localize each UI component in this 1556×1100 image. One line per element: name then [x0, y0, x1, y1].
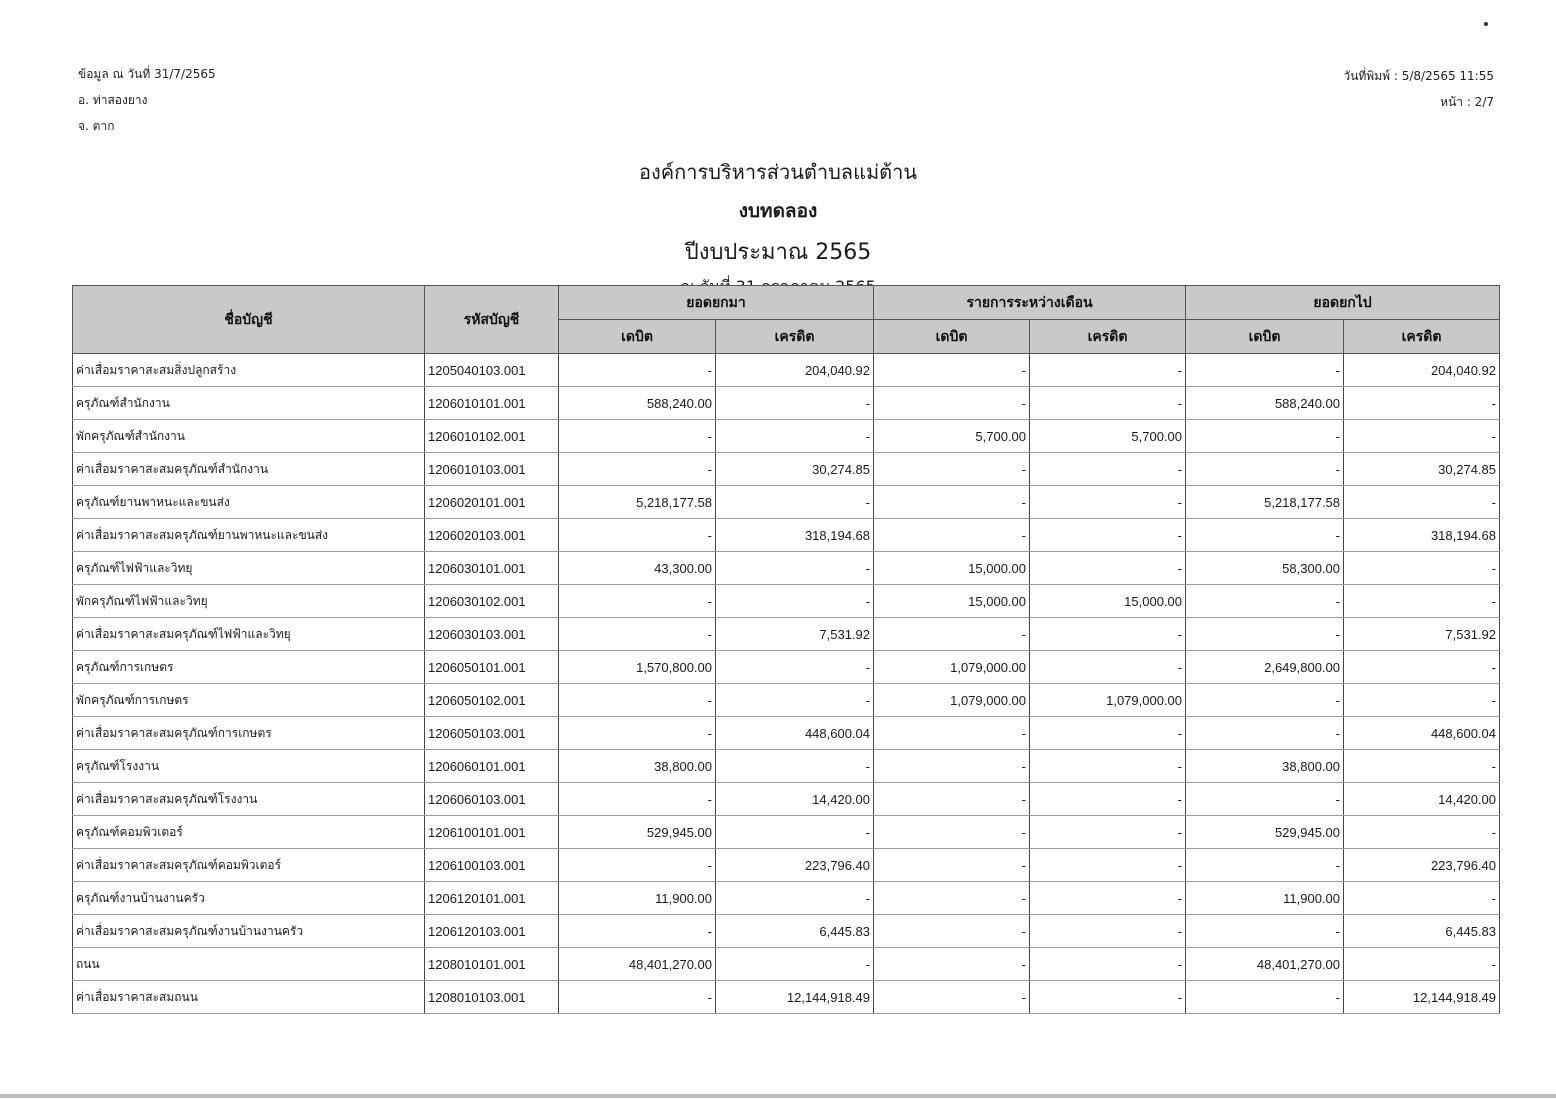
table-row — [73, 981, 1500, 1014]
scan-speck — [1484, 22, 1488, 26]
table-header-row — [73, 286, 1500, 320]
cell-account-name: ค่าเสื่อมราคาสะสมครุภัณฑ์การเกษตร — [73, 717, 425, 750]
cell-cf-credit: 204,040.92 — [1344, 354, 1500, 387]
cell-account-name: พักครุภัณฑ์การเกษตร — [73, 684, 425, 717]
cell-bf-credit: - — [716, 585, 874, 618]
cell-bf-credit: 12,144,918.49 — [716, 981, 874, 1014]
cell-cf-credit: 6,445.83 — [1344, 915, 1500, 948]
cell-account-name: ครุภัณฑ์คอมพิวเตอร์ — [73, 816, 425, 849]
table-body — [73, 354, 1500, 1014]
cell-bf-debit: 48,401,270.00 — [559, 948, 716, 981]
table-row — [73, 453, 1500, 486]
cell-account-name: ค่าเสื่อมราคาสะสมครุภัณฑ์คอมพิวเตอร์ — [73, 849, 425, 882]
cell-account-code: 1206030103.001 — [425, 618, 559, 651]
cell-month-credit: - — [1030, 816, 1186, 849]
cell-month-debit: - — [874, 816, 1030, 849]
cell-month-credit: - — [1030, 882, 1186, 915]
cell-month-debit: - — [874, 849, 1030, 882]
cell-bf-credit: - — [716, 552, 874, 585]
cell-cf-credit: - — [1344, 585, 1500, 618]
cell-cf-debit: - — [1186, 354, 1344, 387]
cell-account-name: ค่าเสื่อมราคาสะสมครุภัณฑ์งานบ้านงานครัว — [73, 915, 425, 948]
cell-account-name: ค่าเสื่อมราคาสะสมสิ่งปลูกสร้าง — [73, 354, 425, 387]
cell-account-code: 1208010101.001 — [425, 948, 559, 981]
cell-month-credit: - — [1030, 915, 1186, 948]
cell-month-debit: - — [874, 915, 1030, 948]
cell-bf-credit: 7,531.92 — [716, 618, 874, 651]
cell-bf-credit: - — [716, 816, 874, 849]
cell-month-debit: 1,079,000.00 — [874, 684, 1030, 717]
cell-month-debit: 1,079,000.00 — [874, 651, 1030, 684]
cell-account-name: ครุภัณฑ์สำนักงาน — [73, 387, 425, 420]
cell-cf-credit: - — [1344, 486, 1500, 519]
table-row — [73, 684, 1500, 717]
cell-cf-debit: 38,800.00 — [1186, 750, 1344, 783]
cell-cf-credit: - — [1344, 420, 1500, 453]
cell-bf-credit: 30,274.85 — [716, 453, 874, 486]
cell-month-credit: - — [1030, 618, 1186, 651]
cell-account-name: ครุภัณฑ์งานบ้านงานครัว — [73, 882, 425, 915]
table-row — [73, 387, 1500, 420]
cell-cf-debit: 2,649,800.00 — [1186, 651, 1344, 684]
report-titles — [0, 156, 1556, 300]
cell-bf-debit: - — [559, 453, 716, 486]
cell-month-credit: - — [1030, 849, 1186, 882]
cell-cf-credit: 448,600.04 — [1344, 717, 1500, 750]
cell-month-credit: 1,079,000.00 — [1030, 684, 1186, 717]
page-number: หน้า : 2/7 — [1440, 95, 1494, 109]
table-row — [73, 783, 1500, 816]
cell-account-code: 1206100103.001 — [425, 849, 559, 882]
cell-bf-debit: 5,218,177.58 — [559, 486, 716, 519]
cell-cf-debit: 529,945.00 — [1186, 816, 1344, 849]
cell-account-code: 1206030101.001 — [425, 552, 559, 585]
col-brought-forward: ยอดยกมา — [559, 286, 874, 320]
cell-month-credit: 15,000.00 — [1030, 585, 1186, 618]
cell-cf-credit: - — [1344, 684, 1500, 717]
cell-month-debit: - — [874, 387, 1030, 420]
col-bf-credit: เครดิต — [716, 320, 874, 354]
col-bf-debit: เดบิต — [559, 320, 716, 354]
cell-account-code: 1206010102.001 — [425, 420, 559, 453]
cell-bf-debit: - — [559, 684, 716, 717]
table-row — [73, 948, 1500, 981]
cell-bf-credit: 204,040.92 — [716, 354, 874, 387]
cell-month-debit: - — [874, 618, 1030, 651]
cell-cf-credit: 30,274.85 — [1344, 453, 1500, 486]
cell-bf-credit: - — [716, 651, 874, 684]
cell-bf-credit: - — [716, 420, 874, 453]
cell-bf-credit: 448,600.04 — [716, 717, 874, 750]
cell-cf-debit: - — [1186, 981, 1344, 1014]
cell-bf-debit: 38,800.00 — [559, 750, 716, 783]
cell-account-code: 1208010103.001 — [425, 981, 559, 1014]
cell-account-code: 1206060101.001 — [425, 750, 559, 783]
cell-account-name: พักครุภัณฑ์สำนักงาน — [73, 420, 425, 453]
report-meta-left — [78, 68, 216, 146]
cell-cf-debit: 48,401,270.00 — [1186, 948, 1344, 981]
cell-account-code: 1206100101.001 — [425, 816, 559, 849]
cell-cf-credit: 318,194.68 — [1344, 519, 1500, 552]
cell-bf-credit: - — [716, 882, 874, 915]
cell-month-credit: - — [1030, 387, 1186, 420]
cell-month-debit: - — [874, 981, 1030, 1014]
table-row — [73, 486, 1500, 519]
fiscal-year: ปีงบประมาณ 2565 — [684, 240, 872, 265]
cell-account-name: ค่าเสื่อมราคาสะสมครุภัณฑ์ยานพาหนะและขนส่ง — [73, 519, 425, 552]
cell-cf-credit: - — [1344, 816, 1500, 849]
cell-account-code: 1206120103.001 — [425, 915, 559, 948]
cell-cf-credit: - — [1344, 387, 1500, 420]
cell-month-debit: 5,700.00 — [874, 420, 1030, 453]
province: จ. ตาก — [78, 119, 115, 133]
cell-bf-debit: 43,300.00 — [559, 552, 716, 585]
cell-bf-debit: - — [559, 354, 716, 387]
cell-account-name: ถนน — [73, 948, 425, 981]
district: อ. ท่าสองยาง — [78, 93, 148, 107]
cell-cf-credit: 14,420.00 — [1344, 783, 1500, 816]
cell-account-code: 1206020103.001 — [425, 519, 559, 552]
report-meta-right — [1343, 70, 1494, 122]
cell-month-debit: - — [874, 486, 1030, 519]
cell-cf-debit: - — [1186, 915, 1344, 948]
col-account-code: รหัสบัญชี — [425, 286, 559, 354]
col-cf-credit: เครดิต — [1344, 320, 1500, 354]
cell-cf-credit: - — [1344, 651, 1500, 684]
cell-bf-debit: - — [559, 420, 716, 453]
cell-bf-credit: 6,445.83 — [716, 915, 874, 948]
cell-bf-debit: 529,945.00 — [559, 816, 716, 849]
cell-bf-credit: - — [716, 948, 874, 981]
table-row — [73, 750, 1500, 783]
cell-cf-debit: 58,300.00 — [1186, 552, 1344, 585]
report-title: งบทดลอง — [738, 200, 818, 222]
cell-month-credit: - — [1030, 519, 1186, 552]
table-row — [73, 915, 1500, 948]
cell-bf-debit: 588,240.00 — [559, 387, 716, 420]
cell-cf-debit: - — [1186, 585, 1344, 618]
cell-bf-credit: 14,420.00 — [716, 783, 874, 816]
cell-month-debit: - — [874, 750, 1030, 783]
cell-account-code: 1206010101.001 — [425, 387, 559, 420]
cell-account-code: 1206050102.001 — [425, 684, 559, 717]
cell-bf-debit: - — [559, 717, 716, 750]
cell-account-name: ค่าเสื่อมราคาสะสมถนน — [73, 981, 425, 1014]
cell-month-credit: - — [1030, 717, 1186, 750]
cell-month-credit: - — [1030, 552, 1186, 585]
cell-cf-debit: - — [1186, 783, 1344, 816]
cell-bf-credit: - — [716, 486, 874, 519]
cell-cf-debit: - — [1186, 849, 1344, 882]
cell-cf-debit: 5,218,177.58 — [1186, 486, 1344, 519]
cell-cf-credit: - — [1344, 750, 1500, 783]
organization-name: องค์การบริหารส่วนตำบลแม่ต้าน — [638, 160, 918, 184]
cell-cf-credit: 12,144,918.49 — [1344, 981, 1500, 1014]
cell-account-code: 1206030102.001 — [425, 585, 559, 618]
cell-bf-debit: - — [559, 915, 716, 948]
cell-account-code: 1205040103.001 — [425, 354, 559, 387]
cell-bf-debit: - — [559, 783, 716, 816]
col-cf-debit: เดบิต — [1186, 320, 1344, 354]
cell-bf-debit: 11,900.00 — [559, 882, 716, 915]
cell-account-name: ค่าเสื่อมราคาสะสมครุภัณฑ์สำนักงาน — [73, 453, 425, 486]
table-row — [73, 849, 1500, 882]
cell-month-credit: - — [1030, 750, 1186, 783]
cell-month-credit: 5,700.00 — [1030, 420, 1186, 453]
cell-cf-debit: - — [1186, 618, 1344, 651]
table-row — [73, 618, 1500, 651]
table-row — [73, 585, 1500, 618]
cell-month-credit: - — [1030, 783, 1186, 816]
cell-cf-credit: - — [1344, 552, 1500, 585]
trial-balance-table — [72, 285, 1500, 1014]
cell-bf-credit: - — [716, 750, 874, 783]
cell-cf-credit: - — [1344, 948, 1500, 981]
cell-month-credit: - — [1030, 651, 1186, 684]
table-row — [73, 519, 1500, 552]
cell-account-name: ครุภัณฑ์โรงงาน — [73, 750, 425, 783]
cell-cf-debit: - — [1186, 420, 1344, 453]
cell-bf-debit: - — [559, 849, 716, 882]
cell-month-credit: - — [1030, 354, 1186, 387]
table-row — [73, 354, 1500, 387]
scan-edge — [0, 1094, 1556, 1098]
table-row — [73, 882, 1500, 915]
cell-account-code: 1206010103.001 — [425, 453, 559, 486]
cell-account-code: 1206060103.001 — [425, 783, 559, 816]
col-carried-forward: ยอดยกไป — [1186, 286, 1500, 320]
cell-cf-debit: - — [1186, 684, 1344, 717]
cell-month-debit: 15,000.00 — [874, 585, 1030, 618]
cell-account-name: ครุภัณฑ์ไฟฟ้าและวิทยุ — [73, 552, 425, 585]
table-row — [73, 717, 1500, 750]
cell-month-credit: - — [1030, 453, 1186, 486]
cell-account-code: 1206020101.001 — [425, 486, 559, 519]
cell-month-debit: - — [874, 948, 1030, 981]
cell-cf-debit: 11,900.00 — [1186, 882, 1344, 915]
cell-bf-credit: - — [716, 387, 874, 420]
table-row — [73, 552, 1500, 585]
col-during-month: รายการระหว่างเดือน — [874, 286, 1186, 320]
cell-account-name: ค่าเสื่อมราคาสะสมครุภัณฑ์ไฟฟ้าและวิทยุ — [73, 618, 425, 651]
cell-bf-credit: - — [716, 684, 874, 717]
table-row — [73, 816, 1500, 849]
col-month-debit: เดบิต — [874, 320, 1030, 354]
cell-month-debit: - — [874, 354, 1030, 387]
cell-account-code: 1206120101.001 — [425, 882, 559, 915]
cell-cf-debit: 588,240.00 — [1186, 387, 1344, 420]
table-row — [73, 651, 1500, 684]
cell-cf-debit: - — [1186, 717, 1344, 750]
cell-account-code: 1206050101.001 — [425, 651, 559, 684]
cell-month-debit: - — [874, 519, 1030, 552]
cell-month-credit: - — [1030, 948, 1186, 981]
cell-month-credit: - — [1030, 981, 1186, 1014]
cell-bf-debit: - — [559, 585, 716, 618]
cell-month-debit: - — [874, 717, 1030, 750]
cell-bf-debit: - — [559, 981, 716, 1014]
cell-cf-credit: 7,531.92 — [1344, 618, 1500, 651]
cell-bf-credit: 318,194.68 — [716, 519, 874, 552]
cell-account-name: ค่าเสื่อมราคาสะสมครุภัณฑ์โรงงาน — [73, 783, 425, 816]
cell-account-code: 1206050103.001 — [425, 717, 559, 750]
cell-cf-credit: 223,796.40 — [1344, 849, 1500, 882]
cell-cf-debit: - — [1186, 453, 1344, 486]
cell-cf-credit: - — [1344, 882, 1500, 915]
cell-bf-debit: - — [559, 519, 716, 552]
cell-month-debit: 15,000.00 — [874, 552, 1030, 585]
cell-bf-debit: - — [559, 618, 716, 651]
col-month-credit: เครดิต — [1030, 320, 1186, 354]
cell-account-name: ครุภัณฑ์ยานพาหนะและขนส่ง — [73, 486, 425, 519]
cell-account-name: พักครุภัณฑ์ไฟฟ้าและวิทยุ — [73, 585, 425, 618]
cell-account-name: ครุภัณฑ์การเกษตร — [73, 651, 425, 684]
table-row — [73, 420, 1500, 453]
col-account-name: ชื่อบัญชี — [73, 286, 425, 354]
data-date: ข้อมูล ณ วันที่ 31/7/2565 — [78, 67, 216, 81]
cell-month-debit: - — [874, 783, 1030, 816]
cell-month-credit: - — [1030, 486, 1186, 519]
cell-bf-credit: 223,796.40 — [716, 849, 874, 882]
cell-month-debit: - — [874, 453, 1030, 486]
cell-month-debit: - — [874, 882, 1030, 915]
cell-cf-debit: - — [1186, 519, 1344, 552]
print-date: วันที่พิมพ์ : 5/8/2565 11:55 — [1343, 69, 1494, 83]
cell-bf-debit: 1,570,800.00 — [559, 651, 716, 684]
